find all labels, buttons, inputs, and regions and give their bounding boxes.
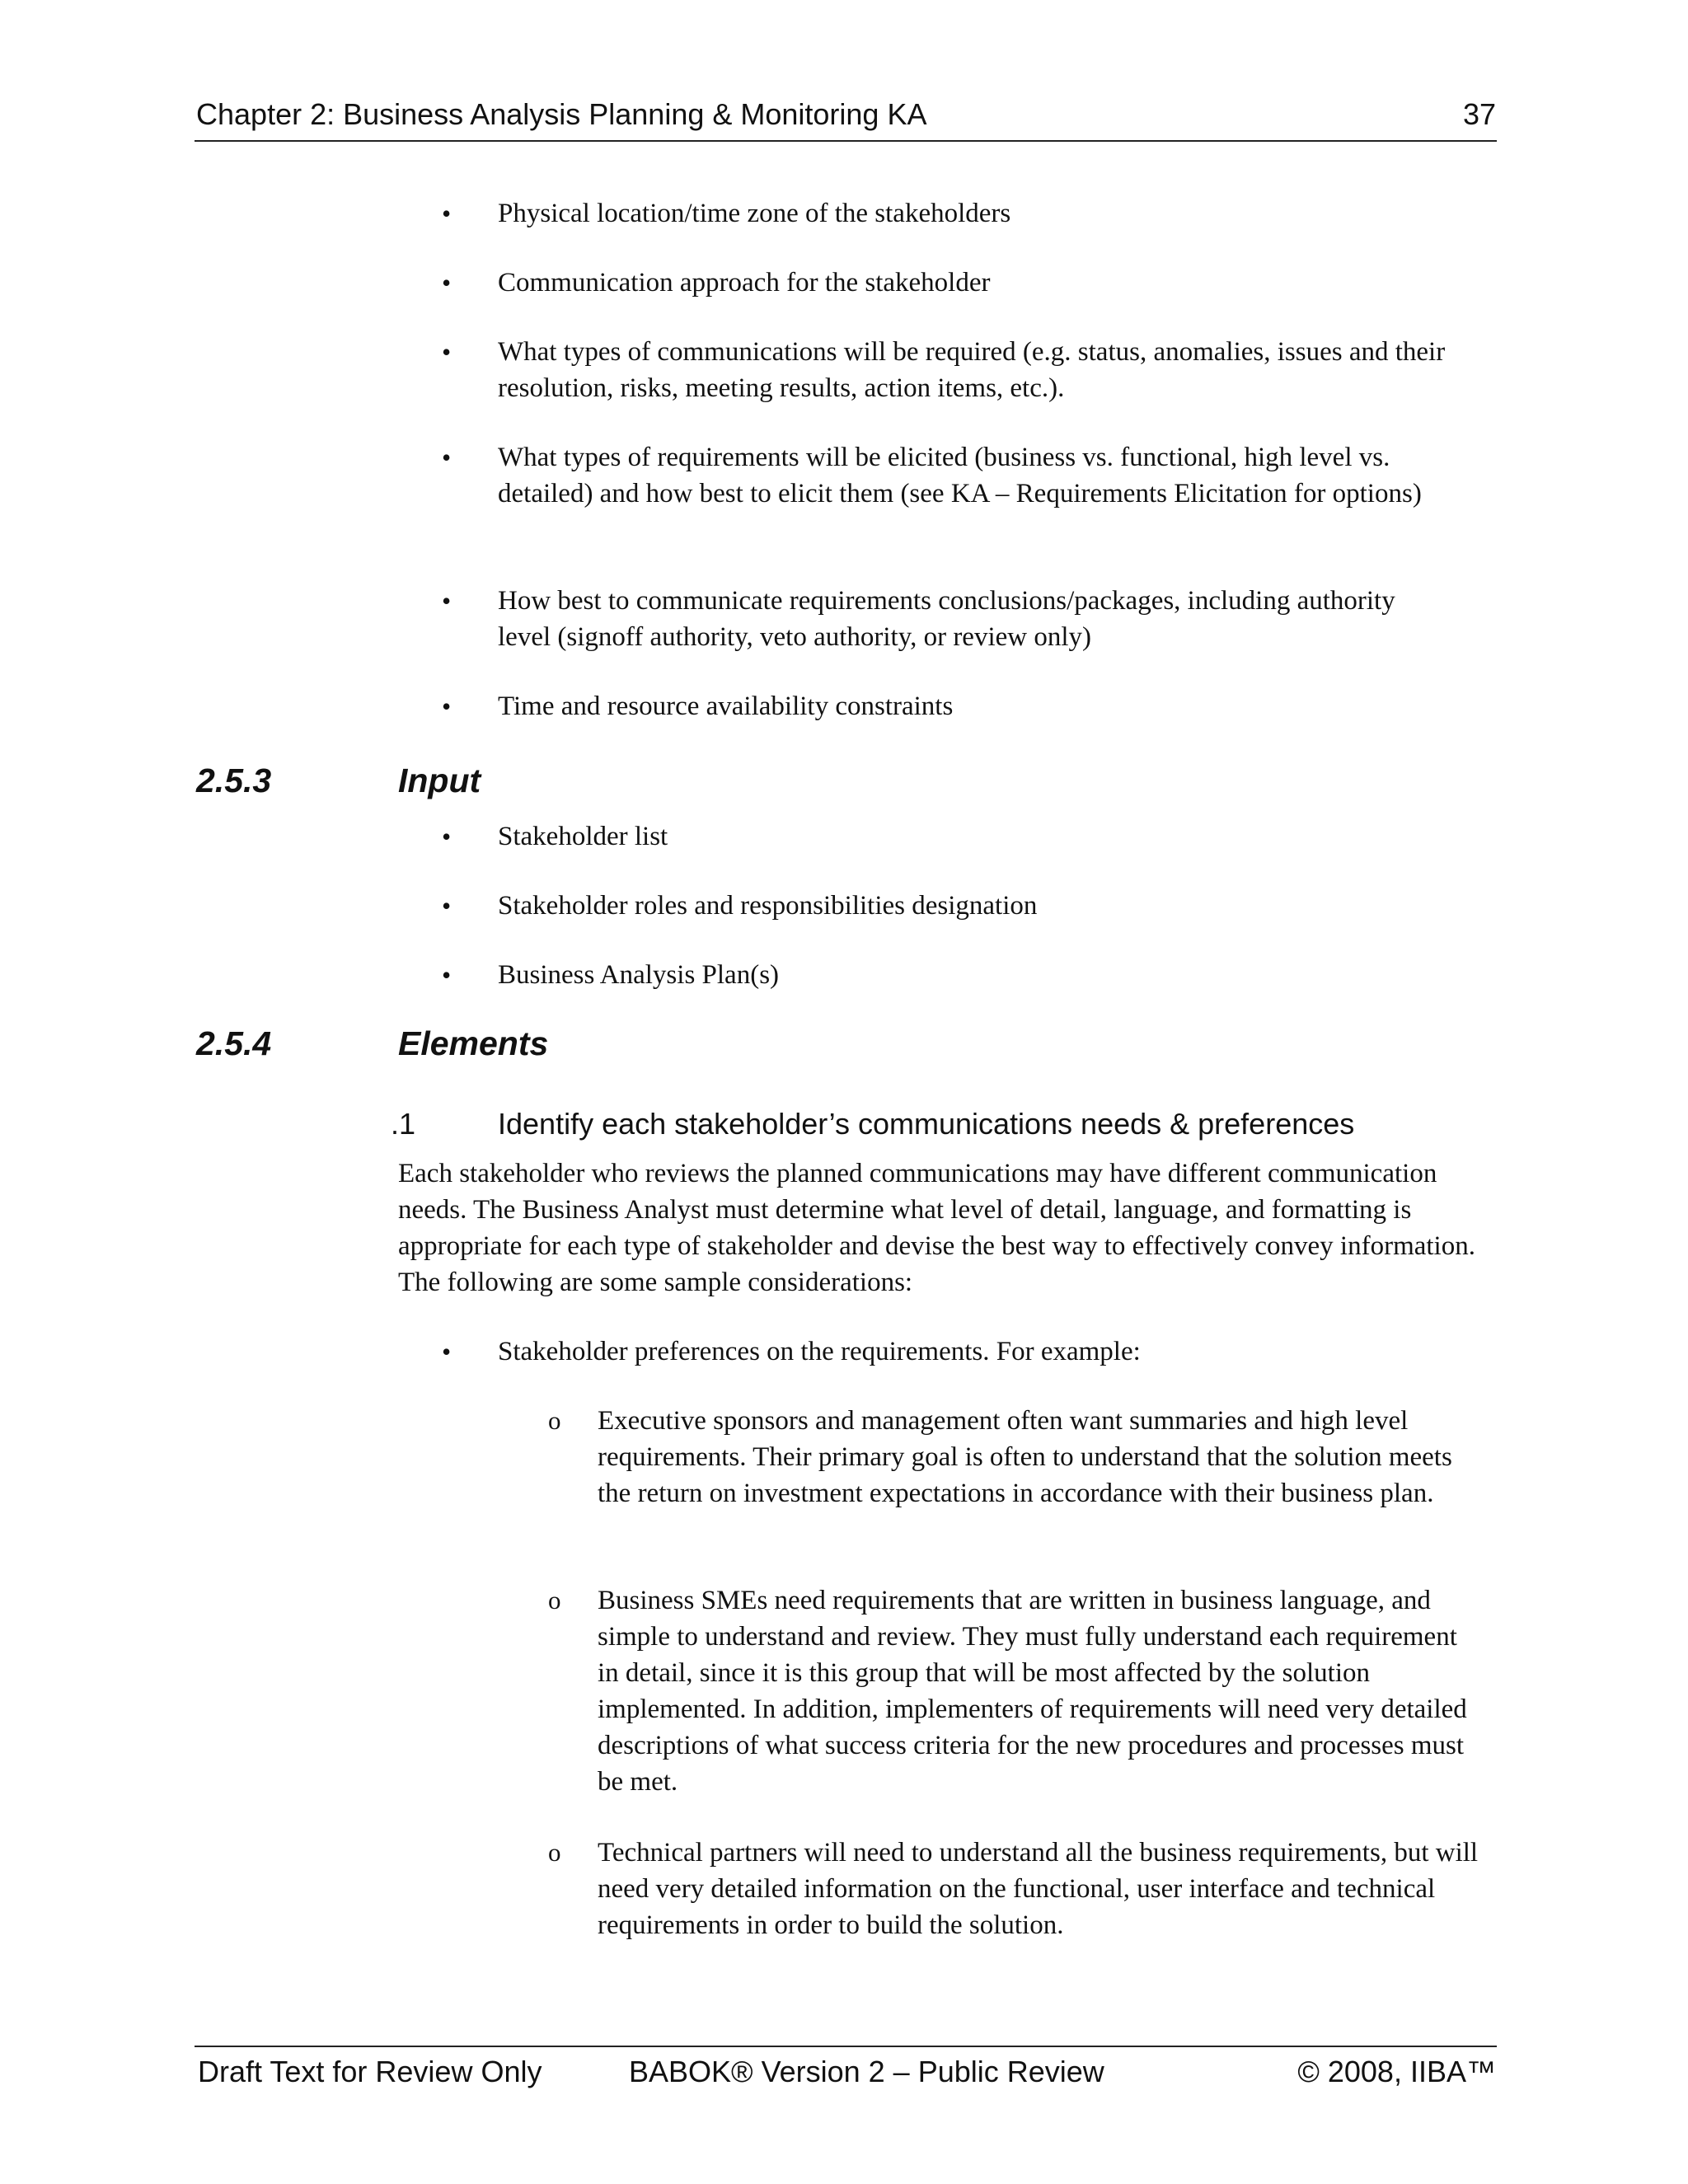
list-item-text: Time and resource availability constraints xyxy=(498,691,954,721)
list-item-text: Communication approach for the stakeholder xyxy=(498,268,991,298)
list-item xyxy=(442,688,1503,724)
sub-list-item-text: Executive sponsors and management often want summaries and high level requirements. Their primary goal is often to understand that the solution meets the return on investment expectations in accordance with their business plan. xyxy=(598,1406,1452,1508)
bullet-icon: • xyxy=(442,891,452,921)
list-item-text: Stakeholder list xyxy=(498,822,668,851)
list-item-text: How best to communicate requirements conclusions/packages, including authority level (signoff authority, veto authority, or review only) xyxy=(498,586,1395,652)
list-item xyxy=(442,334,1470,406)
circle-bullet-icon: o xyxy=(548,1586,561,1615)
list-item xyxy=(442,439,1487,512)
body-paragraph: Each stakeholder who reviews the planned communications may have different communication needs. The Business Analyst must determine what level of detail, language, and formatting is appropriate for each type of stakeholder and devise the best way to effectively convey information. The following are some sample considerations: xyxy=(398,1159,1475,1297)
bullet-icon: • xyxy=(442,199,452,228)
list-item-text: Stakeholder preferences on the requirements. For example: xyxy=(498,1337,1141,1366)
list-item-text: What types of requirements will be elicited (business vs. functional, high level vs. detailed) and how best to elicit them (see KA – Requirements Elicitation for options) xyxy=(498,443,1422,509)
list-item-text: Stakeholder roles and responsibilities designation xyxy=(498,891,1038,921)
footer-left-text: Draft Text for Review Only xyxy=(198,2055,542,2088)
bullet-icon: • xyxy=(442,691,452,721)
bullet-icon: • xyxy=(442,1337,452,1366)
list-item xyxy=(442,957,1503,993)
sub-list-item xyxy=(548,1835,1496,1943)
bullet-icon: • xyxy=(442,443,452,472)
subsection-title: Identify each stakeholder’s communications needs & preferences xyxy=(498,1107,1355,1141)
sub-list-item-text: Business SMEs need requirements that are written in business language, and simple to understand and review. They must fully understand each requirement in detail, since it is this group that will be most affected by the solution implemented. In addition, implementers of requirements will need very detailed descriptions of what success criteria for the new procedures and processes must be met. xyxy=(598,1586,1467,1797)
list-item-text: Physical location/time zone of the stakeholders xyxy=(498,199,1011,228)
header-divider xyxy=(195,140,1497,142)
bullet-icon: • xyxy=(442,268,452,298)
circle-bullet-icon: o xyxy=(548,1838,561,1867)
list-item xyxy=(442,818,1503,855)
bullet-icon: • xyxy=(442,337,452,367)
list-item xyxy=(442,888,1503,924)
subsection-number: .1 xyxy=(391,1107,416,1141)
sub-list-item-text: Technical partners will need to understand all the business requirements, but will need very detailed information on the functional, user interface and technical requirements in order to build the solution. xyxy=(598,1838,1479,1940)
list-item-text: Business Analysis Plan(s) xyxy=(498,960,780,990)
section-number: 2.5.3 xyxy=(196,762,272,799)
section-number: 2.5.4 xyxy=(196,1024,272,1062)
sub-list-item xyxy=(548,1582,1479,1800)
section-title: Input xyxy=(398,762,481,799)
bullet-icon: • xyxy=(442,586,452,616)
list-item-text: What types of communications will be required (e.g. status, anomalies, issues and their resolution, risks, meeting results, action items, etc.). xyxy=(498,337,1446,403)
footer-right-text: © 2008, IIBA™ xyxy=(1297,2055,1496,2088)
circle-bullet-icon: o xyxy=(548,1406,561,1435)
bullet-icon: • xyxy=(442,960,452,990)
footer-divider xyxy=(195,2046,1497,2047)
sub-list-item xyxy=(548,1403,1471,1511)
list-item xyxy=(442,1333,1503,1370)
list-item xyxy=(442,583,1421,655)
page-header-title: Chapter 2: Business Analysis Planning & Monitoring KA xyxy=(196,97,927,131)
page-number: 37 xyxy=(1462,97,1496,131)
list-item xyxy=(442,265,1503,301)
footer-center-text: BABOK® Version 2 – Public Review xyxy=(629,2055,1104,2088)
bullet-icon: • xyxy=(442,822,452,851)
list-item xyxy=(442,195,1503,232)
section-title: Elements xyxy=(398,1024,549,1062)
